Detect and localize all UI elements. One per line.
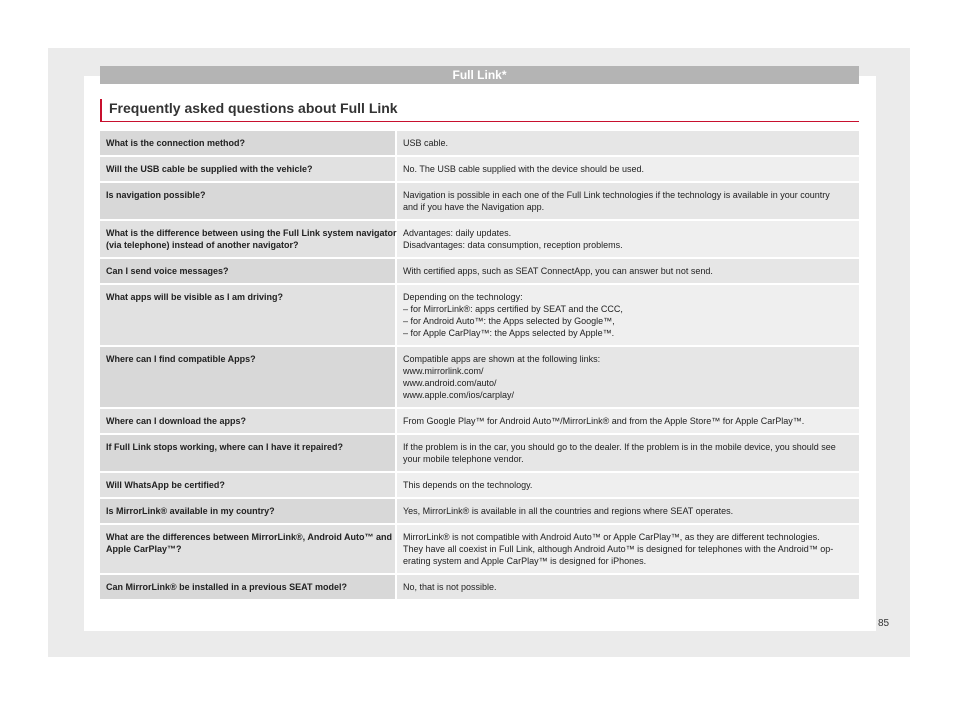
table-row (100, 131, 859, 155)
table-row (100, 157, 859, 181)
answer-cell (397, 435, 859, 471)
answer-text: If the problem is in the car, you should go to the dealer. If the problem is in the mobile device, you should see (403, 442, 836, 452)
answer-text: – for Android Auto™: the Apps selected by Google™, (403, 316, 615, 326)
answer-text: From Google Play™ for Android Auto™/MirrorLink® and from the Apple Store™ for Apple CarPlay™. (403, 416, 805, 426)
table-row (100, 221, 859, 257)
answer-text: erating system and Apple CarPlay™ is designed for iPhones. (403, 556, 647, 566)
question-text: (via telephone) instead of another navigator? (106, 240, 299, 250)
table-row (100, 259, 859, 283)
answer-text: They have all coexist in Full Link, although Android Auto™ is designed for telephones with the Android™ op- (403, 544, 834, 554)
answer-cell (397, 285, 859, 345)
answer-cell (397, 525, 859, 573)
question-cell (100, 157, 395, 181)
table-row (100, 409, 859, 433)
answer-text: – for Apple CarPlay™: the Apps selected by Apple™. (403, 328, 615, 338)
question-cell (100, 221, 395, 257)
question-text: Apple CarPlay™? (106, 544, 182, 554)
answer-cell (397, 409, 859, 433)
table-row (100, 347, 859, 407)
answer-cell (397, 157, 859, 181)
answer-cell (397, 473, 859, 497)
question-cell (100, 285, 395, 345)
question-cell (100, 131, 395, 155)
answer-text: Compatible apps are shown at the following links: (403, 354, 601, 364)
page-number: 85 (878, 618, 890, 629)
answer-cell (397, 347, 859, 407)
answer-cell (397, 499, 859, 523)
answer-cell (397, 259, 859, 283)
question-cell (100, 525, 395, 573)
answer-text: your mobile telephone vendor. (403, 454, 524, 464)
question-cell (100, 409, 395, 433)
answer-text: – for MirrorLink®: apps certified by SEAT and the CCC, (403, 304, 623, 314)
question-text: What apps will be visible as I am driving? (106, 292, 284, 302)
answer-text: This depends on the technology. (403, 480, 533, 490)
question-text: Is MirrorLink® available in my country? (106, 506, 275, 516)
question-text: Where can I find compatible Apps? (106, 354, 256, 364)
answer-text: No. The USB cable supplied with the device should be used. (403, 164, 644, 174)
table-row (100, 285, 859, 345)
question-cell (100, 183, 395, 219)
table-row (100, 525, 859, 573)
question-text: Will the USB cable be supplied with the vehicle? (106, 164, 313, 174)
question-text: What are the differences between MirrorLink®, Android Auto™ and (106, 532, 392, 542)
question-text: Can MirrorLink® be installed in a previous SEAT model? (106, 582, 348, 592)
answer-text: Advantages: daily updates. (403, 228, 512, 238)
heading-accent-bar (100, 99, 102, 121)
answer-text: USB cable. (403, 138, 449, 148)
question-text: Where can I download the apps? (106, 416, 247, 426)
answer-text: Navigation is possible in each one of the Full Link technologies if the technology is available in your country (403, 190, 830, 200)
answer-cell (397, 131, 859, 155)
question-cell (100, 259, 395, 283)
section-title: Frequently asked questions about Full Link (109, 100, 398, 116)
question-cell (100, 473, 395, 497)
answer-text: Disadvantages: data consumption, reception problems. (403, 240, 623, 250)
answer-text: MirrorLink® is not compatible with Android Auto™ or Apple CarPlay™, as they are different technologies. (403, 532, 820, 542)
answer-text: www.apple.com/ios/carplay/ (403, 390, 515, 400)
section-heading (100, 99, 859, 122)
answer-text: Depending on the technology: (403, 292, 523, 302)
question-cell (100, 499, 395, 523)
answer-cell (397, 183, 859, 219)
table-row (100, 435, 859, 471)
table-row (100, 575, 859, 599)
question-cell (100, 575, 395, 599)
answer-text: Yes, MirrorLink® is available in all the countries and regions where SEAT operates. (403, 506, 734, 516)
question-text: If Full Link stops working, where can I have it repaired? (106, 442, 344, 452)
answer-text: and if you have the Navigation app. (403, 202, 545, 212)
answer-cell (397, 221, 859, 257)
question-text: Is navigation possible? (106, 190, 206, 200)
table-row (100, 473, 859, 497)
question-text: Can I send voice messages? (106, 266, 229, 276)
answer-text: www.android.com/auto/ (403, 378, 497, 388)
answer-text: With certified apps, such as SEAT ConnectApp, you can answer but not send. (403, 266, 713, 276)
answer-text: No, that is not possible. (403, 582, 497, 592)
answer-cell (397, 575, 859, 599)
table-row (100, 499, 859, 523)
question-text: Will WhatsApp be certified? (106, 480, 225, 490)
table-row (100, 183, 859, 219)
question-cell (100, 435, 395, 471)
answer-text: www.mirrorlink.com/ (403, 366, 484, 376)
faq-table (100, 131, 859, 601)
chapter-header: Full Link* (100, 66, 859, 84)
question-cell (100, 347, 395, 407)
question-text: What is the connection method? (106, 138, 245, 148)
question-text: What is the difference between using the Full Link system navigator (106, 228, 397, 238)
